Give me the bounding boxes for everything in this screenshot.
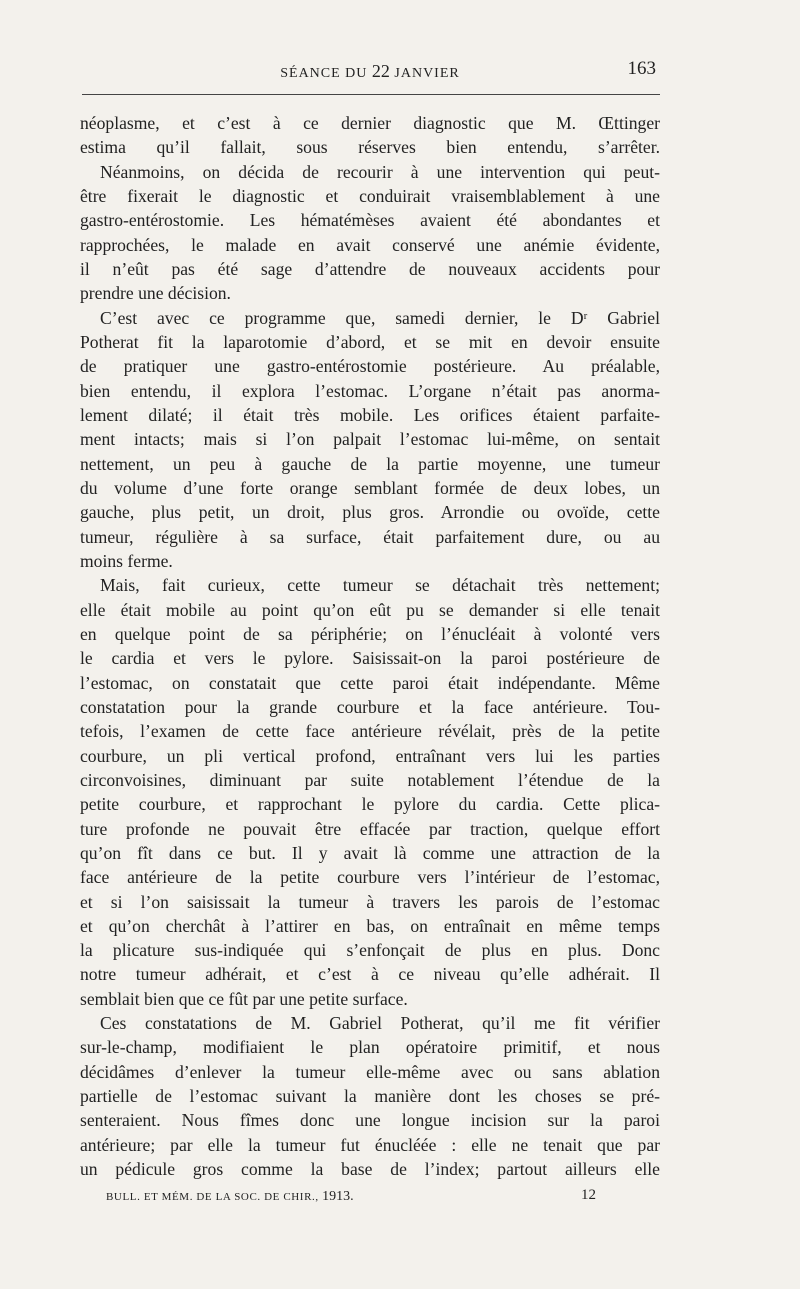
text-line: tumeur, régulière à sa surface, était parfaitement dure, ou au [80,526,660,547]
text-line: senteraient. Nous fîmes donc une longue incision sur la paroi [80,1110,660,1131]
text-line: l’estomac, on constatait que cette paroi était indépendante. Même [80,672,660,693]
text-line: du volume d’une forte orange semblant formée de deux lobes, un [80,477,660,498]
running-head [80,58,660,82]
text-line: décidâmes d’enlever la tumeur elle-même avec ou sans ablation [80,1061,660,1082]
text-line: un pédicule gros comme la base de l’index; partout ailleurs elle [80,1159,660,1180]
signature-mark: 12 [581,1187,596,1203]
text-line: Potherat fit la laparotomie d’abord, et se mit en devoir ensuite [80,331,660,352]
text-line: elle était mobile au point qu’on eût pu se demander si elle tenait [80,599,660,620]
text-line: qu’on fît dans ce but. Il y avait là comme une attraction de la [80,842,660,863]
text-line: bien entendu, il explora l’estomac. L’organe n’était pas anorma- [80,380,660,401]
text-line: gauche, plus petit, un droit, plus gros. Arrondie ou ovoïde, cette [80,502,660,523]
text-line: gastro-entérostomie. Les hématémèses avaient été abondantes et [80,210,660,231]
text-line: courbure, un pli vertical profond, entraînant vers lui les parties [80,745,660,766]
footer-citation-text: BULL. ET MÉM. DE LA SOC. DE CHIR., [106,1191,323,1203]
footer-year: 1913. [322,1189,354,1204]
text-line: la plicature sus-indiquée qui s’enfonçait de plus en plus. Donc [80,940,660,961]
text-line: constatation pour la grande courbure et la face antérieure. Tou- [80,696,660,717]
text-line: sur-le-champ, modifiaient le plan opératoire primitif, et nous [80,1037,660,1058]
text-line: face antérieure de la petite courbure vers l’intérieur de l’estomac, [80,867,660,888]
text-line: antérieure; par elle la tumeur fut énucléée : elle ne tenait que par [80,1134,660,1155]
text-line: Mais, fait curieux, cette tumeur se détachait très nettement; [100,575,660,596]
running-title-day: 22 [371,61,390,81]
footer-citation [106,1189,354,1205]
header-rule [82,94,660,95]
text-line: petite courbure, et rapprochant le pylore du cardia. Cette plica- [80,794,660,815]
text-line: et si l’on saisissait la tumeur à travers les parois de l’estomac [80,891,660,912]
text-line: circonvoisines, diminuant par suite notablement l’étendue de la [80,769,660,790]
text-line: Néanmoins, on décida de recourir à une intervention qui peut- [100,161,660,182]
text-line: rapprochées, le malade en avait conservé une anémie évidente, [80,234,660,255]
running-title [80,61,660,82]
text-line: de pratiquer une gastro-entérostomie postérieure. Au préalable, [80,356,660,377]
text-line: nettement, un peu à gauche de la partie moyenne, une tumeur [80,453,660,474]
text-line: être fixerait le diagnostic et conduirait vraisemblablement à une [80,185,660,206]
text-line: le cardia et vers le pylore. Saisissait-on la paroi postérieure de [80,648,660,669]
text-line: C’est avec ce programme que, samedi dernier, le Dʳ Gabriel [100,307,660,328]
text-line: en quelque point de sa périphérie; on l’énucléait à volonté vers [80,623,660,644]
body-text [80,111,660,1181]
running-title-suffix: JANVIER [389,66,460,81]
text-line: tefois, l’examen de cette face antérieure révélait, près de la petite [80,721,660,742]
running-title-prefix: SÉANCE DU [280,66,372,81]
text-line: néoplasme, et c’est à ce dernier diagnostic que M. Œttinger [80,113,660,133]
page-number: 163 [627,58,656,79]
text-line: Ces constatations de M. Gabriel Potherat, qu’il me fit vérifier [100,1013,660,1034]
text-line: moins ferme. [80,550,173,571]
text-line: lement dilaté; il était très mobile. Les orifices étaient parfaite- [80,404,660,425]
footer [106,1187,596,1207]
text-line: notre tumeur adhérait, et c’est à ce niveau qu’elle adhérait. Il [80,964,660,985]
text-line: ment intacts; mais si l’on palpait l’estomac lui-même, on sentait [80,429,660,450]
text-line: prendre une décision. [80,283,231,304]
text-line: et qu’on cherchât à l’attirer en bas, on entraînait en même temps [80,915,660,936]
text-line: estima qu’il fallait, sous réserves bien entendu, s’arrêter. [80,137,660,158]
text-line: semblait bien que ce fût par une petite surface. [80,988,408,1009]
text-line: partielle de l’estomac suivant la manière dont les choses se pré- [80,1086,660,1107]
text-line: ture profonde ne pouvait être effacée par traction, quelque effort [80,818,660,839]
text-line: il n’eût pas été sage d’attendre de nouveaux accidents pour [80,258,660,279]
